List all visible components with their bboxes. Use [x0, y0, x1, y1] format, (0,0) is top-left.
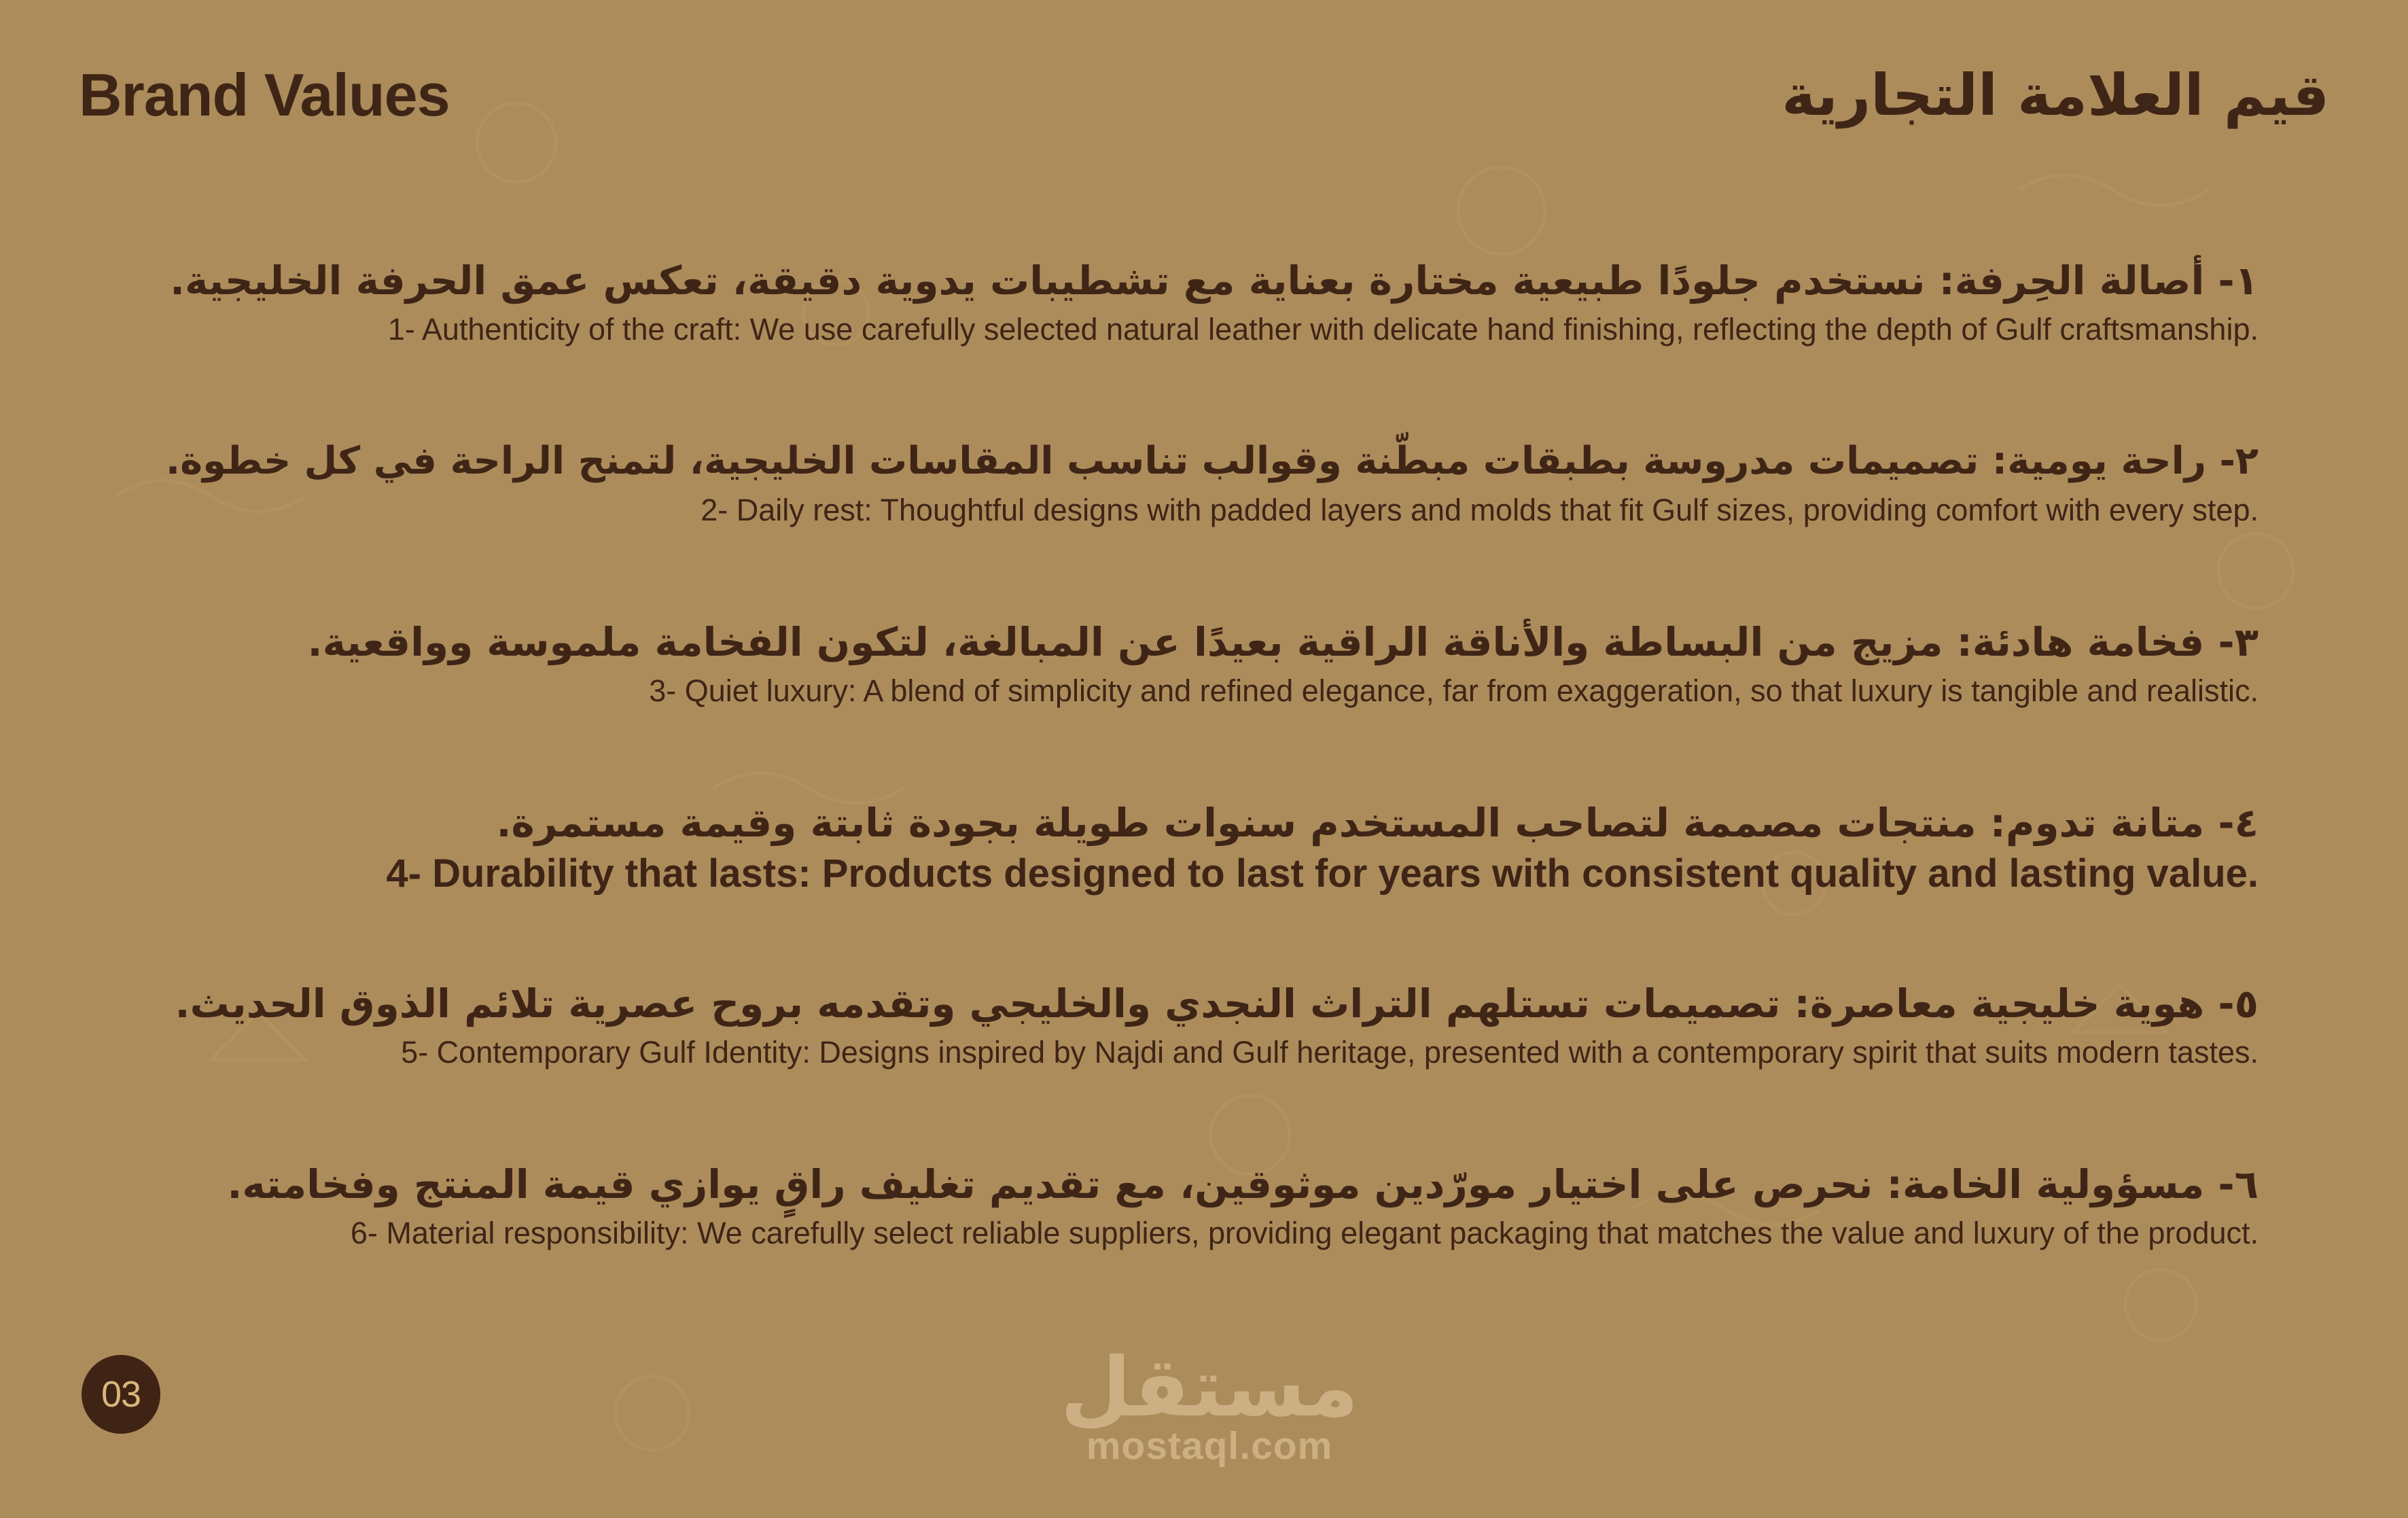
brand-value-3-english: 3- Quiet luxury: A blend of simplicity and refined elegance, far from exaggeration, so that luxury is tangible and realistic.	[649, 673, 2259, 708]
page-title-arabic: قيم العلامة التجارية	[1782, 62, 2329, 128]
mostaql-watermark-arabic: مستقل	[1060, 1341, 1359, 1435]
brand-value-2-english: 2- Daily rest: Thoughtful designs with padded layers and molds that fit Gulf sizes, providing comfort with every step.	[701, 493, 2259, 527]
brand-values-list	[149, 251, 2259, 1336]
page-title-english: Brand Values	[79, 61, 450, 128]
brand-value-5-english: 5- Contemporary Gulf Identity: Designs inspired by Najdi and Gulf heritage, presented with a contemporary spirit that suits modern tastes.	[401, 1035, 2259, 1070]
brand-value-1	[149, 251, 2259, 432]
brand-value-5	[149, 974, 2259, 1155]
mostaql-watermark-url: mostaql.com	[1086, 1424, 1333, 1468]
page-number: 03	[101, 1374, 141, 1415]
brand-value-6-arabic: ٦- مسؤولية الخامة: نحرص على اختيار مورّدين موثوقين، مع تقديم تغليف راقٍ يوازي قيمة المنتج وفخامته.	[227, 1161, 2259, 1207]
brand-value-3-arabic: ٣- فخامة هادئة: مزيج من البساطة والأناقة الراقية بعيدًا عن المبالغة، لتكون الفخامة ملموسة وواقعية.	[307, 619, 2259, 665]
brand-value-4-arabic: ٤- متانة تدوم: منتجات مصممة لتصاحب المستخدم سنوات طويلة بجودة ثابتة وقيمة مستمرة.	[496, 800, 2259, 846]
brand-value-4-english: 4- Durability that lasts: Products designed to last for years with consistent quality and lasting value.	[386, 851, 2259, 896]
brand-value-1-english: 1- Authenticity of the craft: We use carefully selected natural leather with delicate hand finishing, reflecting the depth of Gulf craftsmanship.	[387, 312, 2259, 347]
brand-value-6-english: 6- Material responsibility: We carefully select reliable suppliers, providing elegant packaging that matches the value and luxury of the product.	[350, 1216, 2259, 1250]
mostaql-watermark	[1060, 1341, 1359, 1488]
brand-value-4	[149, 794, 2259, 974]
brand-value-5-arabic: ٥- هوية خليجية معاصرة: تصميمات تستلهم التراث النجدي والخليجي وتقدمه بروح عصرية تلائم الذوق الحديث.	[175, 981, 2259, 1027]
brand-value-1-arabic: ١- أصالة الحِرفة: نستخدم جلودًا طبيعية مختارة بعناية مع تشطيبات يدوية دقيقة، تعكس عمق الحرفة الخليجية.	[169, 258, 2259, 304]
brand-value-2-arabic: ٢- راحة يومية: تصميمات مدروسة بطبقات مبطّنة وقوالب تناسب المقاسات الخليجية، لتمنح الراحة في كل خطوة.	[165, 439, 2259, 483]
brand-value-2	[149, 432, 2259, 613]
brand-value-3	[149, 613, 2259, 794]
page-number-badge	[82, 1355, 160, 1434]
brand-value-6	[149, 1155, 2259, 1336]
